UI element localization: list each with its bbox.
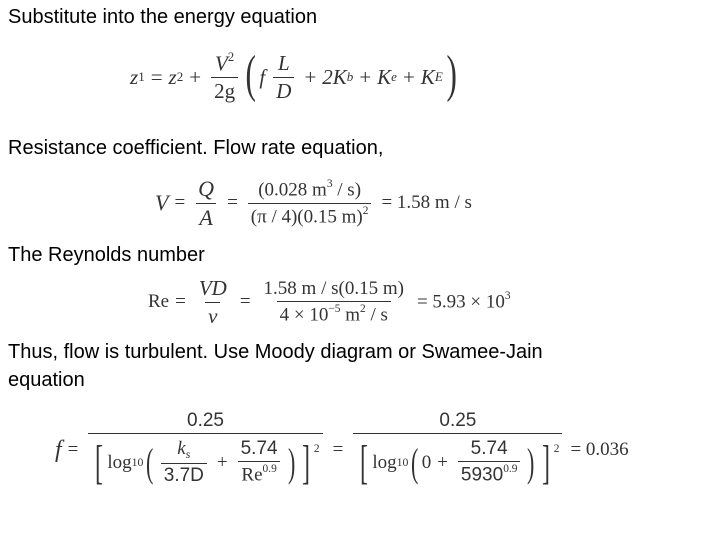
eq2-numerator: (0.028 $m^3 / s$) <box>258 177 362 201</box>
eq2-v: V <box>155 190 169 215</box>
eq4-fraction-1 <box>88 410 322 490</box>
eq2-q: Q <box>198 175 215 201</box>
eq2-q-over-a <box>195 176 217 231</box>
eq1-l-over-d <box>273 51 294 104</box>
eq4-result: = 0.036 <box>570 439 629 460</box>
eq1-sub2: 2 <box>176 69 184 84</box>
eq4-den-1: [ log 10 ( $\frac{k_s}{3.7D}$ + $\frac{5.74}{Re^{0.9}}$ ) ] 2 <box>88 433 322 490</box>
energy-equation: z 1 = z 2 + $\frac{V^2}{2g}$ ( f $\frac{L}{D}$ + 2K b + K e + K E ) <box>130 45 457 104</box>
eq3-re: Re <box>148 291 170 312</box>
heading-turbulent-1: Thus, flow is turbulent. Use Moody diagram or Swamee-Jain <box>8 341 543 363</box>
eq1-ke: K <box>377 64 392 89</box>
swamee-jain-equation: f = 0.25 [ log 10 ( $\frac{k_s}{3.7D}$ + $\frac{5.74}{Re^{0.9}}$ ) ] 2 = 0.25 [ log 10 ( 0 + $\frac{5.74}{5930^{0.9}}$ ) ] 2 = 0.036 <box>55 410 629 489</box>
eq3-equals: = <box>175 291 186 312</box>
eq3-denominator: $4 \times 10^{-5}$ $m^2$ / s <box>277 301 391 327</box>
eq4-f: f <box>55 436 62 463</box>
eq3-vd-over-nu <box>196 276 230 329</box>
eq4-fraction-2 <box>353 410 562 490</box>
reynolds-equation: Re = $\frac{VD}{\nu}$ = $\frac{1.58 m / s(0.15 m)}{4 \times 10^{-5} m^2 / s}$ = $5.93 \times 10^3$ <box>148 275 511 328</box>
eq4-equals: = <box>67 439 79 460</box>
eq1-2kb: 2K <box>322 64 347 89</box>
eq1-d: D <box>273 77 294 104</box>
eq1-E: E <box>434 69 443 84</box>
eq1-v: V <box>215 51 228 76</box>
eq2-fraction <box>248 178 372 228</box>
eq2-a: A <box>196 203 215 231</box>
eq1-z2: z <box>168 64 177 89</box>
eq3-nu: ν <box>205 302 220 329</box>
eq1-b: b <box>346 69 354 84</box>
eq3-result: = $5.93 \times 10^3$ <box>416 290 511 313</box>
eq4-num-1: 0.25 <box>187 410 224 431</box>
heading-turbulent-2: equation <box>8 369 85 391</box>
eq1-e: e <box>391 69 397 84</box>
eq1-v-sq: 2 <box>227 49 235 64</box>
heading-resistance: Resistance coefficient. Flow rate equation, <box>8 137 384 159</box>
eq3-vd: VD <box>198 275 227 300</box>
eq1-velocity-head <box>211 50 238 104</box>
eq3-numerator: 1.58 m / s(0.15 m) <box>263 277 404 299</box>
eq1-l: L <box>278 50 290 75</box>
eq2-result: = 1.58 m / s <box>381 192 472 213</box>
heading-reynolds: The Reynolds number <box>8 244 205 266</box>
eq1-equals: = <box>150 64 163 89</box>
eq1-kE: K <box>420 64 435 89</box>
eq1-2g: 2g <box>211 77 238 104</box>
eq4-num-2: 0.25 <box>439 410 477 431</box>
eq1-lparen: ( <box>245 45 256 103</box>
eq1-sub1: 1 <box>138 69 145 84</box>
eq2-equals-1: = <box>174 192 186 213</box>
eq1-rparen: ) <box>446 45 457 103</box>
flow-rate-equation: V = $\frac{Q}{A}$ = $\frac{(0.028 m^3 / s)}{(\pi / 4)(0.15 m)^2}$ = 1.58 m / s <box>155 175 472 230</box>
eq1-z1: z <box>130 64 139 89</box>
eq4-den-2: [ log 10 ( 0 + $\frac{5.74}{5930^{0.9}}$ ) ] 2 <box>353 433 562 490</box>
eq1-f: f <box>259 64 266 89</box>
eq1-plus: + <box>189 64 202 89</box>
eq2-denominator: (π / 4)(0.15 m)$^2$ <box>248 203 372 229</box>
eq3-fraction <box>261 278 407 327</box>
heading-substitute: Substitute into the energy equation <box>8 6 318 28</box>
